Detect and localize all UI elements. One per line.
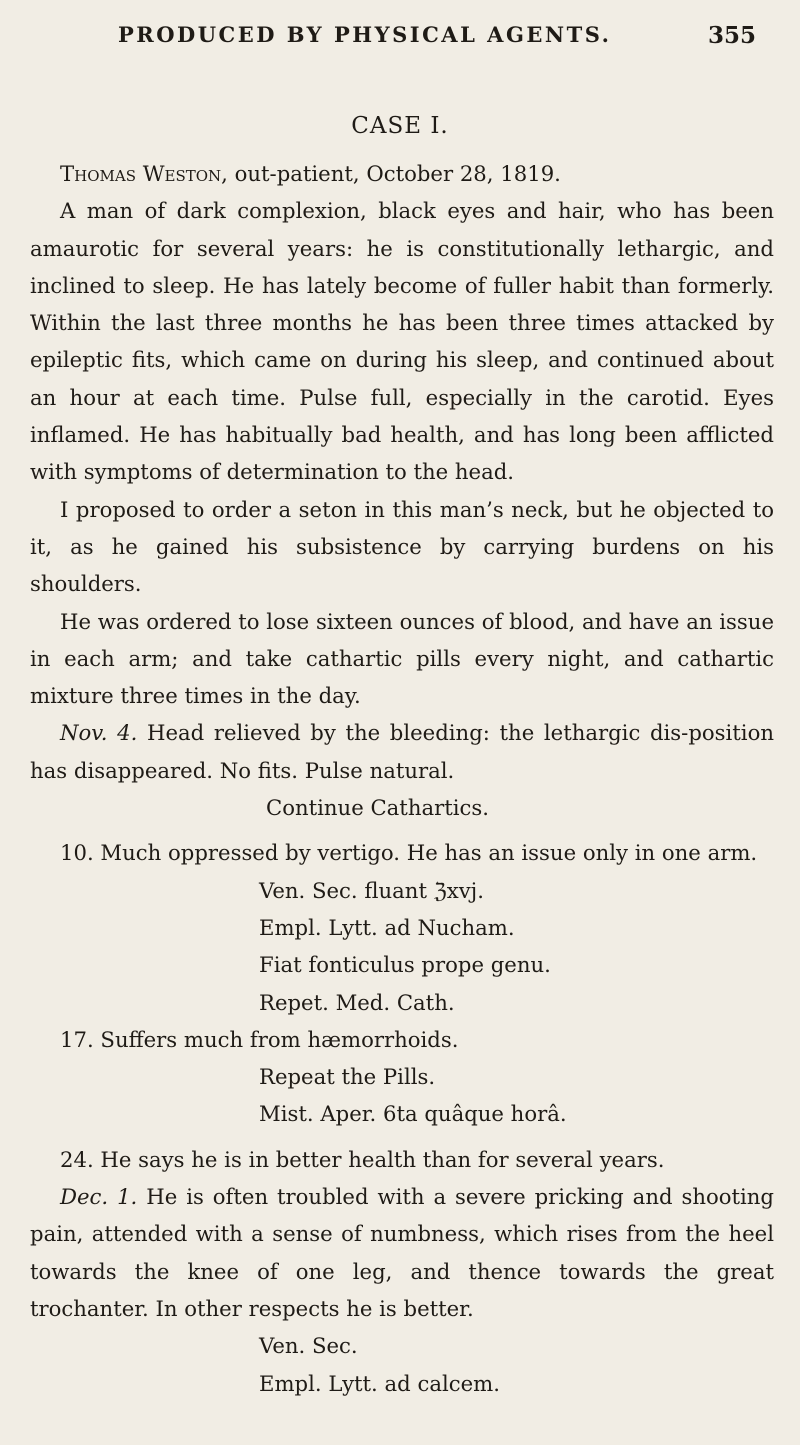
entry-17: 17. Suffers much from hæmorrhoids.	[60, 1026, 459, 1052]
entry-24: 24. He says he is in better health than for several years.	[60, 1146, 665, 1172]
entry-nov-4	[30, 714, 774, 789]
prescription-line: Ven. Sec.	[259, 1333, 358, 1359]
prescription-line: Mist. Aper. 6ta quâque horâ.	[259, 1101, 567, 1127]
prescription-line: Fiat fonticulus prope genu.	[259, 952, 551, 978]
prescription-line: Ven. Sec. fluant ℨxvj.	[259, 877, 484, 903]
case-report-body	[30, 155, 774, 1402]
prescription-line: Empl. Lytt. ad calcem.	[259, 1370, 500, 1396]
entry-date-dec-1: Dec. 1.	[60, 1184, 138, 1210]
page-number: 355	[708, 22, 757, 49]
treatment-paragraph: He was ordered to lose sixteen ounces of blood, and have an issue in each arm; and take cathartic pills every night, and cathartic mixture three times in the day.	[30, 608, 774, 709]
entry-10: 10. Much oppressed by vertigo. He has an issue only in one arm.	[60, 840, 758, 866]
prescription-block-17	[30, 1058, 774, 1133]
spacer	[30, 1133, 774, 1141]
spacer	[30, 826, 774, 834]
running-title: PRODUCED BY PHYSICAL AGENTS.	[118, 22, 612, 47]
case-heading: CASE I.	[351, 113, 449, 139]
entry-text-dec-1: He is often troubled with a severe pricking and shooting pain, attended with a sense of numbness, which rises from the heel towards the knee of one leg, and thence towards the great trochanter. In other respects he is better.	[30, 1184, 774, 1321]
prescription-line: Repeat the Pills.	[259, 1064, 436, 1090]
entry-text-nov-4: Head relieved by the bleeding: the lethargic dis-position has disappeared. No fits. Pulse natural.	[30, 720, 774, 783]
prescription-line: Repet. Med. Cath.	[259, 989, 455, 1015]
entry-dec-1	[30, 1178, 774, 1327]
prescription-line: Empl. Lytt. ad Nucham.	[259, 914, 515, 940]
prescription-block-dec-1	[30, 1327, 774, 1402]
patient-name: Thomas Weston	[60, 161, 222, 186]
case-description-paragraph: A man of dark complexion, black eyes and hair, who has been amaurotic for several years: he is constitutionally lethargic, and inclined to sleep. He has lately become of fuller habit than formerly. Within the last three months he has been three times attacked by epileptic fits, which came on during his sleep, and continued about an hour at each time. Pulse full, especially in the carotid. Eyes inflamed. He has habitually bad health, and has long been afflicted with symptoms of determination to the head.	[30, 198, 774, 485]
prescription-block-10	[30, 872, 774, 1021]
entry-date-nov-4: Nov. 4.	[60, 720, 138, 746]
case-intro-line	[30, 155, 774, 192]
seton-paragraph: I proposed to order a seton in this man’s neck, but he objected to it, as he gained his subsistence by carrying burdens on his shoulders.	[30, 496, 774, 597]
prescription-continue-cathartics: Continue Cathartics.	[266, 795, 489, 821]
case-intro-details: , out-patient, October 28, 1819.	[221, 161, 561, 186]
